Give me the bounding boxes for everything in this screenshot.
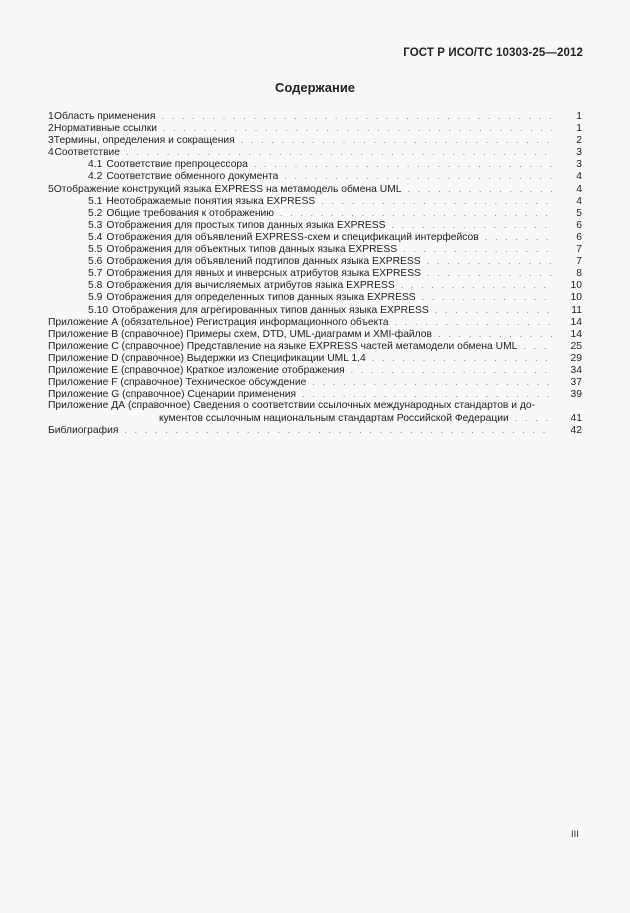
toc-entry-label: Соответствие препроцессора [106, 159, 248, 171]
toc-entry[interactable] [48, 219, 582, 231]
toc-entry[interactable] [48, 243, 582, 255]
toc-entry[interactable] [48, 267, 582, 279]
dot-leader [408, 183, 553, 195]
toc-entry[interactable] [48, 304, 582, 316]
toc-entry-page: 7 [576, 256, 582, 268]
toc-entry-label: Отображения для агрегированных типов данных языка EXPRESS [112, 304, 429, 316]
toc-entry-number: 5.10 [88, 304, 109, 316]
toc-entry-label: Отображения для простых типов данных языка EXPRESS [106, 219, 386, 231]
toc-entry[interactable] [48, 195, 582, 207]
toc-entry-page: 5 [576, 207, 582, 219]
toc-entry[interactable] [48, 207, 582, 219]
toc-entry-number: 5.2 [88, 207, 103, 219]
dot-leader [435, 304, 552, 316]
toc-entry-page: 8 [576, 268, 582, 280]
dot-leader [162, 110, 552, 122]
dot-leader [401, 279, 552, 291]
toc-entry-number: 5.4 [88, 231, 103, 243]
toc-entry[interactable] [48, 134, 582, 146]
toc-entry-label: Библиография [48, 425, 119, 437]
toc-entry-page: 14 [570, 316, 582, 328]
toc-entry-label: Приложение С (справочное) Представление на языке EXPRESS частей метамодели обмена UML [48, 340, 518, 352]
toc-entry-label: Общие требования к отображению [106, 207, 274, 219]
toc-entry-page: 10 [570, 292, 582, 304]
toc-entry-number: 5.1 [88, 195, 103, 207]
dot-leader [485, 231, 552, 243]
dot-leader [284, 170, 552, 182]
toc-entry-page: 25 [570, 340, 582, 352]
dot-leader [438, 328, 552, 340]
toc-entry-number: 5.9 [88, 292, 103, 304]
toc-entry-page: 39 [570, 389, 582, 401]
toc-entry-appendix-da[interactable] [48, 400, 582, 412]
toc-entry-page: 34 [570, 364, 582, 376]
toc-entry[interactable] [48, 158, 582, 170]
toc-entry-page: 41 [570, 413, 582, 425]
toc-entry-label: Отображения для вычисляемых атрибутов языка EXPRESS [106, 280, 395, 292]
toc-entry[interactable] [48, 183, 582, 195]
dot-leader [321, 195, 552, 207]
toc-entry-number: 2 [48, 123, 54, 135]
toc-entry[interactable] [48, 291, 582, 303]
toc-entry[interactable] [48, 170, 582, 182]
toc-entry-number: 5.6 [88, 256, 103, 268]
toc-entry-page: 11 [571, 304, 582, 316]
toc-entry-label: Приложение ДА (справочное) Сведения о соответствии ссылочных международных стандартов и до- [48, 400, 536, 412]
dot-leader [241, 134, 552, 146]
toc-entry-page: 6 [576, 219, 582, 231]
dot-leader [523, 340, 552, 352]
toc-entry-appendix-g[interactable] [48, 388, 582, 400]
toc-entry[interactable] [48, 122, 582, 134]
toc-entry-bibliography[interactable] [48, 424, 582, 436]
toc-entry-label: Приложение В (справочное) Примеры схем, DTD, UML-диаграмм и XMI-файлов [48, 328, 433, 340]
toc-entry-page: 4 [576, 195, 582, 207]
toc-entry-label: Приложение А (обязательное) Регистрация информационного объекта [48, 316, 389, 328]
page-title: Содержание [274, 80, 356, 95]
toc-entry-label: Приложение G (справочное) Сценарии применения [48, 389, 297, 401]
toc-entry-label: Соответствие обменного документа [106, 171, 279, 183]
toc-entry-number: 5.8 [88, 280, 103, 292]
toc-entry[interactable] [48, 231, 582, 243]
toc-entry-page: 7 [576, 244, 582, 256]
toc-entry-number: 3 [48, 135, 54, 147]
toc-entry-page: 42 [570, 425, 582, 437]
toc-entry-label: Приложение D (справочное) Выдержки из Спецификации UML 1.4 [48, 352, 366, 364]
toc-entry-label: Соответствие [54, 147, 121, 159]
toc-entry-page: 1 [576, 111, 582, 122]
dot-leader [372, 352, 552, 364]
toc-entry-number: 5.5 [88, 244, 103, 256]
toc-entry-appendix-b[interactable] [48, 328, 582, 340]
toc-entry-label: Нормативные ссылки [53, 123, 157, 135]
table-of-contents [48, 110, 582, 437]
dot-leader [427, 255, 552, 267]
toc-entry-label: Отображения для объявлений подтипов данных языка EXPRESS [106, 256, 421, 268]
toc-entry-appendix-e[interactable] [48, 364, 582, 376]
toc-entry-number: 4.1 [88, 159, 103, 171]
toc-entry-page: 3 [576, 159, 582, 171]
document-code-header: ГОСТ Р ИСО/ТС 10303-25—2012 [403, 47, 583, 59]
dot-leader [312, 376, 552, 388]
toc-entry-number: 4.2 [88, 171, 103, 183]
dot-leader [515, 412, 552, 424]
toc-entry-label: Отображения для явных и инверсных атрибутов языка EXPRESS [106, 268, 422, 280]
toc-entry-page: 3 [576, 147, 582, 159]
toc-entry-page: 2 [576, 135, 582, 147]
toc-entry-page: 1 [576, 123, 582, 135]
toc-entry-appendix-da-continued[interactable] [48, 412, 582, 424]
dot-leader [280, 207, 552, 219]
toc-entry-label: Отображения для определенных типов данных языка EXPRESS [106, 292, 416, 304]
dot-leader [427, 267, 552, 279]
toc-entry-label: Отображение конструкций языка EXPRESS на метамодель обмена UML [53, 183, 402, 195]
dot-leader [163, 122, 552, 134]
toc-entry-number: 4 [48, 147, 54, 159]
toc-entry-label: Термины, определения и сокращения [53, 135, 235, 147]
page-number: III [571, 829, 579, 840]
toc-entry-label: Отображения для объектных типов данных языка EXPRESS [106, 244, 398, 256]
toc-entry-number: 5 [48, 183, 54, 195]
toc-entry-label: Область применения [53, 111, 156, 122]
toc-entry-page: 10 [570, 280, 582, 292]
toc-entry-label: Неотображаемые понятия языка EXPRESS [106, 195, 316, 207]
dot-leader [254, 158, 552, 170]
toc-entry-appendix-d[interactable] [48, 352, 582, 364]
dot-leader [126, 146, 552, 158]
toc-entry-page: 37 [570, 377, 582, 389]
toc-entry-page: 4 [576, 171, 582, 183]
dot-leader [403, 243, 552, 255]
toc-entry-label: Приложение F (справочное) Техническое обсуждение [48, 377, 307, 389]
toc-entry[interactable] [48, 279, 582, 291]
toc-entry-appendix-a[interactable] [48, 316, 582, 328]
toc-entry-page: 14 [570, 328, 582, 340]
toc-entry[interactable] [48, 146, 582, 158]
toc-entry-number: 5.7 [88, 268, 103, 280]
toc-entry-number: 5.3 [88, 219, 103, 231]
dot-leader [395, 316, 552, 328]
toc-entry[interactable] [48, 255, 582, 267]
dot-leader [351, 364, 552, 376]
toc-entry-page: 29 [570, 352, 582, 364]
dot-leader [124, 424, 552, 436]
dot-leader [302, 388, 552, 400]
toc-entry[interactable] [48, 110, 582, 122]
toc-entry-number: 1 [48, 111, 54, 122]
toc-entry-appendix-f[interactable] [48, 376, 582, 388]
toc-entry-label: Отображения для объявлений EXPRESS-схем и спецификаций интерфейсов [106, 231, 479, 243]
toc-entry-label-continued: кументов ссылочным национальным стандартам Российской Федерации [159, 413, 509, 425]
toc-entry-label: Приложение Е (справочное) Краткое изложение отображения [48, 364, 345, 376]
toc-entry-appendix-c[interactable] [48, 340, 582, 352]
dot-leader [422, 291, 552, 303]
toc-entry-page: 4 [576, 183, 582, 195]
dot-leader [392, 219, 552, 231]
toc-entry-page: 6 [576, 231, 582, 243]
